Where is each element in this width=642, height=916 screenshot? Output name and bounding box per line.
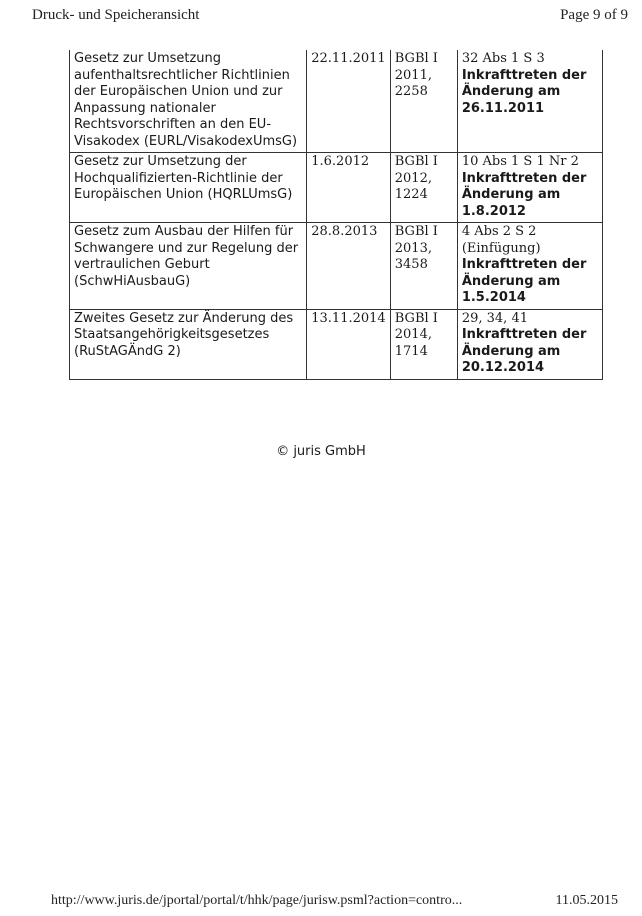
ref-year: 2012, — [394, 170, 432, 186]
ref-page: 2258 — [394, 84, 428, 99]
ref-gazette: BGBl I — [394, 51, 438, 66]
law-date: 13.11.2014 — [307, 309, 391, 379]
law-title: Gesetz zur Umsetzung aufenthaltsrechtlicher Richtlinien der Europäischen Union und zur Anpassung nationaler Rechtsvorschriften an den EU-Visakodex (EURL/VisakodexUmsG) — [70, 50, 307, 153]
ref-page: 3458 — [394, 257, 428, 272]
ref-year: 2013, — [394, 240, 432, 256]
amendments-table — [69, 50, 603, 380]
note-effective: Inkrafttreten der Änderung am 1.8.2012 — [461, 170, 587, 219]
law-reference — [390, 50, 457, 153]
ref-gazette: BGBl I — [394, 310, 438, 326]
copyright-notice: © juris GmbH — [276, 444, 366, 459]
table-row — [70, 223, 603, 310]
source-url: http://www.juris.de/jportal/portal/t/hhk/page/jurisw.psml?action=contro... — [51, 893, 463, 908]
law-note — [457, 309, 602, 379]
law-title: Gesetz zum Ausbau der Hilfen für Schwangere und zur Regelung der vertraulichen Geburt (SchwHiAusbauG) — [70, 223, 307, 310]
note-sections: 32 Abs 1 S 3 — [461, 51, 545, 66]
ref-year: 2011, — [394, 67, 432, 83]
page-number: Page 9 of 9 — [560, 7, 628, 23]
note-effective: Inkrafttreten der Änderung am 26.11.2011 — [461, 67, 587, 116]
law-date: 28.8.2013 — [307, 223, 391, 310]
law-note — [457, 50, 602, 153]
law-date: 1.6.2012 — [307, 153, 391, 223]
law-note — [457, 223, 602, 310]
document-title: Druck- und Speicheransicht — [32, 7, 200, 23]
note-sections: 4 Abs 2 S 2 (Einfügung) — [461, 224, 541, 256]
note-effective: Inkrafttreten der Änderung am 1.5.2014 — [461, 257, 587, 305]
law-title: Gesetz zur Umsetzung der Hochqualifizierten-Richtlinie der Europäischen Union (HQRLUmsG) — [70, 153, 307, 223]
law-reference — [390, 309, 457, 379]
note-effective: Inkrafttreten der Änderung am 20.12.2014 — [461, 327, 587, 375]
ref-page: 1714 — [394, 343, 428, 359]
ref-year: 2014, — [394, 327, 432, 342]
note-sections: 10 Abs 1 S 1 Nr 2 — [461, 154, 579, 169]
law-title: Zweites Gesetz zur Änderung des Staatsangehörigkeitsgesetzes (RuStAGÄndG 2) — [70, 309, 307, 379]
law-note — [457, 153, 602, 223]
ref-gazette: BGBl I — [394, 154, 438, 169]
law-date: 22.11.2011 — [307, 50, 391, 153]
law-reference — [390, 223, 457, 310]
ref-gazette: BGBl I — [394, 224, 438, 239]
law-reference — [390, 153, 457, 223]
print-date: 11.05.2015 — [555, 893, 618, 908]
table-row — [70, 153, 603, 223]
table-row — [70, 309, 603, 379]
ref-page: 1224 — [394, 187, 428, 202]
note-sections: 29, 34, 41 — [461, 310, 528, 326]
table-row — [70, 50, 603, 153]
